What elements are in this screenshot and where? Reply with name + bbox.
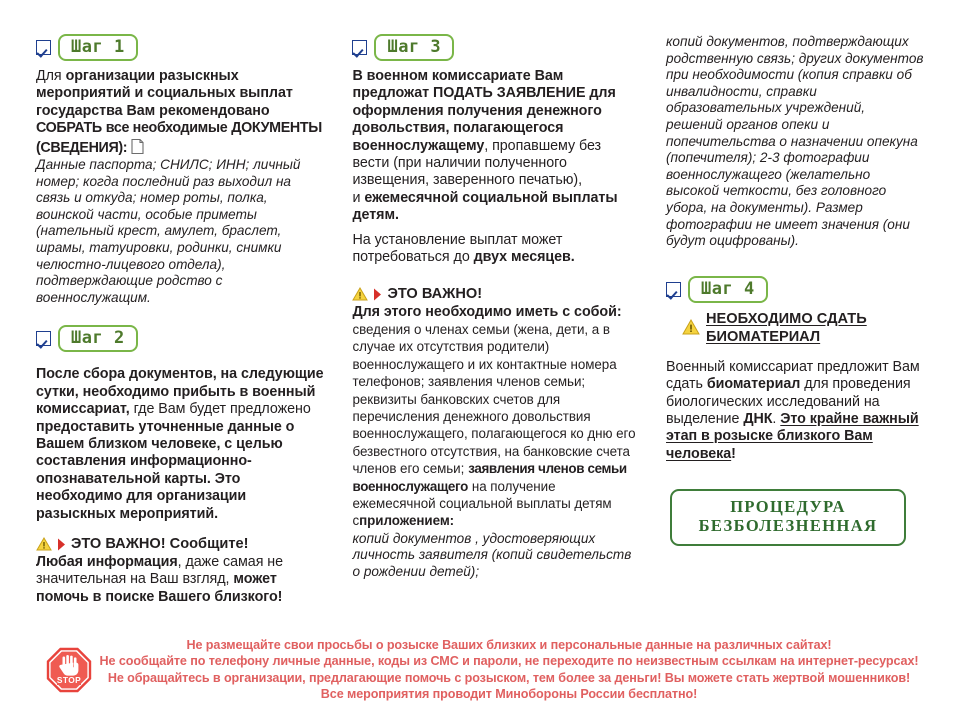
important-2-lead-bold: Для этого необходимо иметь с собой: [352,304,622,321]
column-right [666,34,924,546]
step-3-p3-bold: двух месяцев. [473,249,575,266]
step-1-badge: Шаг 1 [58,34,138,61]
step-3-badge: Шаг 3 [374,34,454,61]
stop-hand-icon [46,647,92,693]
step-4-title-line-2: БИОМАТЕРИАЛ [706,329,821,346]
spacer [352,266,640,285]
step-1-lead-i: (СВЕДЕНИЯ): [36,139,128,156]
step-2-line-3: предоставить уточненные данные о Вашем близком человеке, с целью составления информационно-опознавательной карты. [36,418,295,487]
step-4-header [666,276,924,303]
spacer [36,359,326,366]
step-1-header [36,34,326,61]
attachment-list-continuation: копий документов, подтверждающих родственную связь; других документов при необходимости (копия справки об инвалидности, справки образовательных учреждений, решений органов опеки и попечительства о назначении опекуна (попечителя); 2-3 фотографии военнослужащего (желательно высокой четкости, без головного убора, на документы). Размер фотографии не имеет значения (они будут оцифрованы). [666,34,924,249]
column-left [36,34,326,606]
step-2-line-4: Это необходимо для организации разыскных мероприятий. [36,470,247,522]
step-1-lead-d: выплат государства Вам [36,85,293,119]
important-notice-2-lead [352,304,640,530]
footer-warning-text [98,637,920,702]
stamp-line-2: БЕЗБОЛЕЗНЕННАЯ [698,515,878,535]
step-4-title-row [682,310,924,347]
step-2-line-1: После сбора документов, на следующие сутки, необходимо прибыть в военный комиссариат, [36,366,324,418]
step-3-p3-normal: На установление выплат может потребоваться до [352,231,563,266]
column-middle [352,34,640,581]
important-notice-2-title: ЭТО ВАЖНО! [387,286,483,303]
footer-line-3: Не обращайтесь в организации, предлагающие помочь с розыском, тем более за деньги! Вы можете стать жертвой мошенников! [107,670,911,685]
step-1-lead-b: организации разыскных [65,68,239,84]
spacer [666,347,924,359]
step-1-lead-e: рекомендовано [159,102,270,119]
step-1-lead-g: все необходимые [105,120,228,137]
checkbox-checked-icon [36,40,51,55]
spacer [36,306,326,325]
svg-text:STOP: STOP [56,674,82,685]
step-3-paragraph-1 [352,68,640,190]
step-3-p2-normal: и [352,189,361,206]
spacer [352,225,640,232]
important-notice-1-heading [36,535,326,553]
step-3-paragraph-2 [352,190,640,225]
step-1-lead-c: мероприятий и социальных [36,85,236,102]
step-4-normal-1: Военный комиссариат предложит Вам сдать [666,358,920,393]
arrow-right-icon [57,538,66,551]
step-4-normal-2: для проведения биологических исследований на выделение [666,376,911,427]
important-1-normal: , даже самая не значительная на Ваш взгляд, [36,554,284,588]
important-2-list-3: с [352,513,360,529]
spacer [666,250,924,276]
step-3-paragraph-3 [352,232,640,267]
important-2-list-bold-1: заявления членов семьи военнослужащего [352,461,627,494]
step-1-lead [36,68,326,157]
important-2-list-2: на получение ежемесячной социальной выплаты детям [352,478,612,511]
step-2-body [36,366,326,523]
important-1-bold-b: может помочь в поиске Вашего близкого! [36,571,283,605]
footer-warning [0,637,960,702]
important-notice-2-heading [352,285,640,303]
stamp-line-1: ПРОЦЕДУРА [730,497,846,517]
columns-container [36,34,924,606]
step-3-p1-normal: , пропавшему без вести (при наличии полученного извещения, заверенного печатью), [352,137,602,189]
important-1-bold-a: Любая информация [36,554,178,571]
step-1-lead-h: ДОКУМЕНТЫ [231,120,322,137]
painless-procedure-stamp [670,489,906,546]
arrow-right-icon [373,288,382,301]
step-2-badge: Шаг 2 [58,325,138,352]
step-4-normal-3: . [772,410,777,427]
spacer [36,523,326,535]
checkbox-checked-icon [36,331,51,346]
footer-line-1: Не размещайте свои просьбы о розыске Ваших близких и персональные данные на различных сайтах! [186,638,832,653]
important-2-list-1: сведения о членах семьи (жена, дети, а в случае их отсутствия родители) военнослужащего и их контактные номера телефонов; заявления членов семьи; реквизиты банковских счетов для перечисления денежного довольствия военнослужащего, полагающегося ко дню его безвестного отсутствия, на банковские счета членов его семьи; [352,321,636,477]
footer-line-4: Все мероприятия проводит Минобороны России бесплатно! [320,686,698,701]
step-4-exclaim: ! [731,445,736,462]
checkbox-checked-icon [666,282,681,297]
step-3-p1-bold: В военном комиссариате Вам предложат ПОДАТЬ ЗАЯВЛЕНИЕ для оформления получения денежного довольствия, полагающегося военнослужащему [352,68,616,154]
step-3-p2-bold: ежемесячной социальной выплаты детям. [352,189,618,224]
step-1-lead-f: СОБРАТЬ [36,120,102,137]
important-2-attachment-list: копий документов , удостоверяющих личность заявителя (копий свидетельств о рождении детей); [352,530,632,579]
step-4-title-block [706,310,867,347]
step-1-details: Данные паспорта; СНИЛС; ИНН; личный номер; когда последний раз выходил на связь и откуда; номер роты, полка, воинской части, особые приметы (нательный крест, амулет, браслет, шрамы, татуировки, родинки, снимки челюстно-лицевого отдела), подтверждающие родство с военнослужащим. [36,157,301,305]
important-2-list-bold-2: приложением: [359,513,455,529]
warning-triangle-icon [682,319,700,335]
step-4-bold-1: биоматериал [706,376,801,393]
step-1-lead-a: Для [36,68,62,84]
step-2-line-2: где Вам будет предложено [133,401,311,418]
step-4-underlined: Это крайне важный этап в розыске близкого Вам человека [666,410,919,462]
checkbox-checked-icon [352,40,367,55]
important-notice-1-title: ЭТО ВАЖНО! Сообщите! [71,536,249,553]
footer-line-2: Не сообщайте по телефону личные данные, коды из СМС и пароли, не переходите по неизвестным ссылкам на интернет-ресурсах! [99,654,919,669]
warning-triangle-icon [36,537,52,551]
step-4-badge: Шаг 4 [688,276,768,303]
warning-triangle-icon [352,287,368,301]
document-icon [131,138,144,155]
important-notice-1-body [36,554,326,606]
step-2-header [36,325,326,352]
step-4-title-line-1: НЕОБХОДИМО СДАТЬ [706,310,867,327]
step-4-body [666,359,924,463]
step-3-header [352,34,640,61]
step-4-bold-2: ДНК [743,410,773,427]
